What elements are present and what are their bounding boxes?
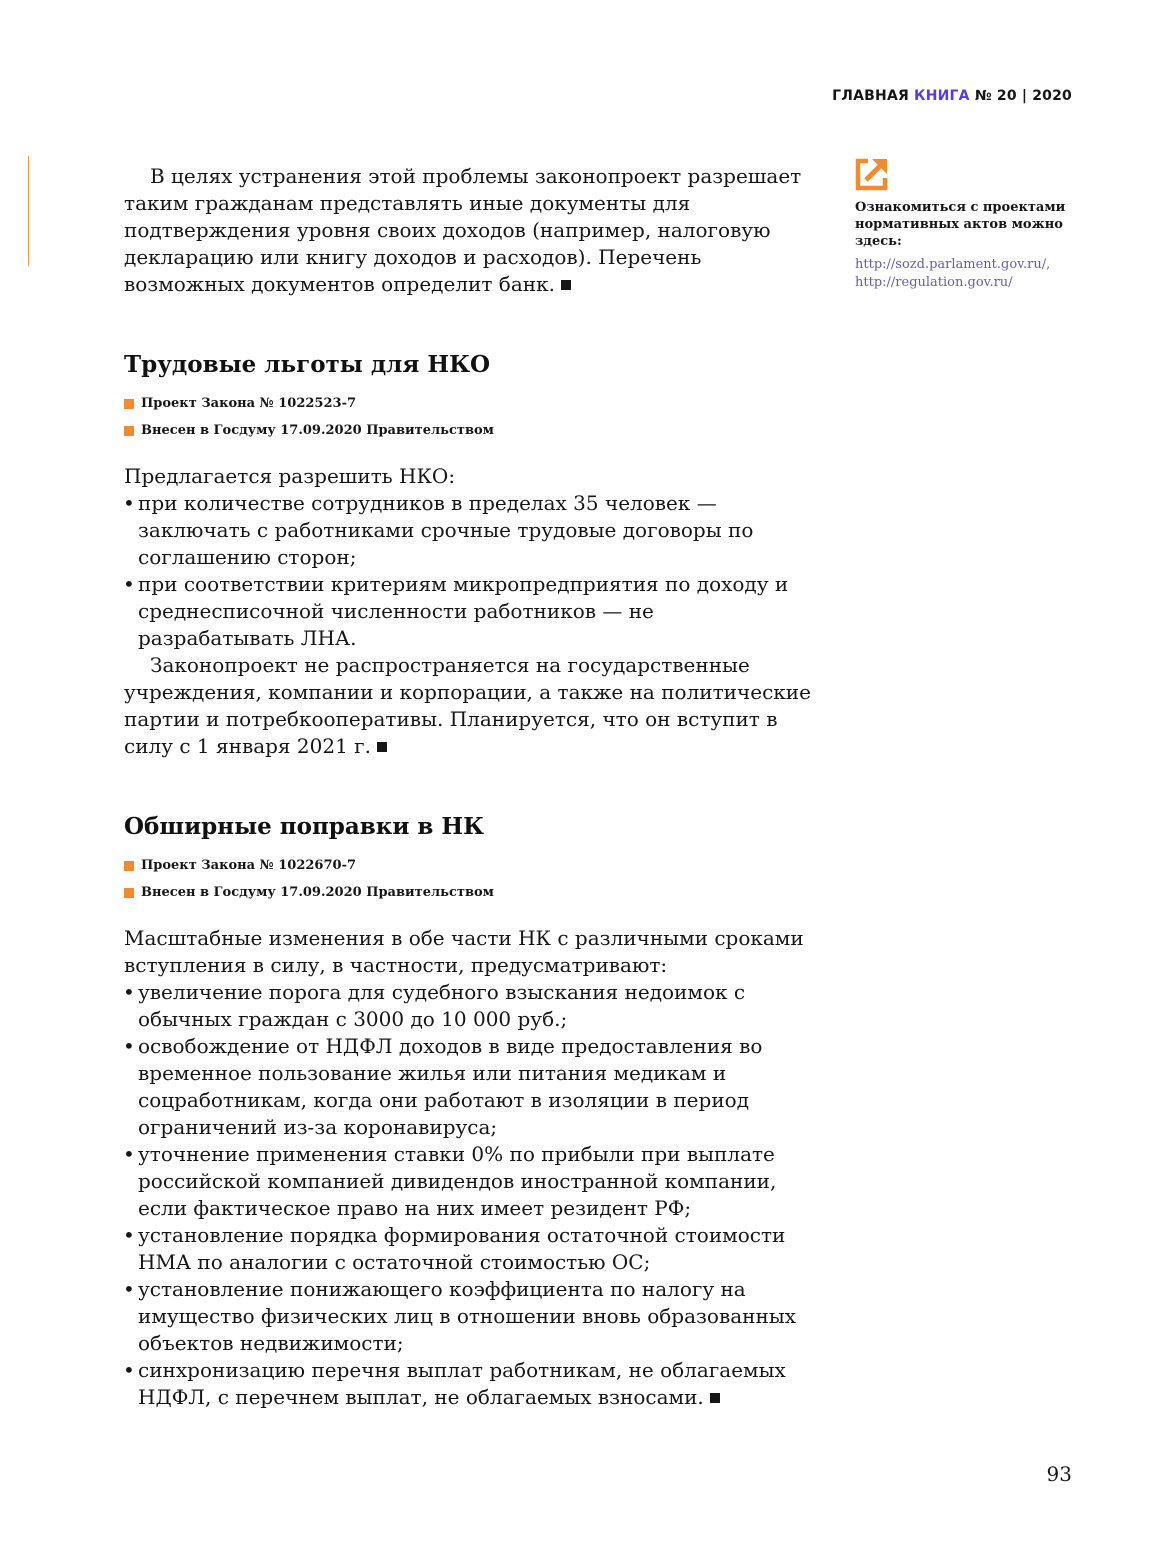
magazine-name-part1: ГЛАВНАЯ [832,88,909,104]
lead-paragraph: Масштабные изменения в обе части НК с различными сроками вступления в силу, в частности, предусматривают: [124,926,804,977]
margin-rule [28,156,29,266]
sidebar-note-text: Ознакомиться с проектами нормативных актов можно здесь: [855,200,1066,249]
list-item: • установление порядка формирования остаточной стоимости НМА по аналогии с остаточной стоимостью ОС; [124,1222,814,1276]
orange-square-icon [124,888,134,898]
article-body [124,163,814,1411]
page-number: 93 [1046,1462,1072,1486]
sidebar-note [855,157,1080,292]
regulation-link[interactable]: http://regulation.gov.ru/ [855,275,1013,290]
external-link-arrow-icon [855,157,889,191]
end-of-article-mark [561,280,571,290]
section-title: Обширные поправки в НК [124,813,485,840]
meta-line: Проект Закона № 1022670-7 [124,856,814,876]
orange-square-icon [124,426,134,436]
end-of-article-mark [377,742,387,752]
meta-line: Проект Закона № 1022523-7 [124,394,814,414]
magazine-masthead [820,88,1072,104]
list-item: • установление понижающего коэффициента по налогу на имущество физических лиц в отношении вновь образованных объектов недвижимости; [124,1276,814,1357]
orange-square-icon [124,861,134,871]
list-item: • освобождение от НДФЛ доходов в виде предоставления во временное пользование жилья или питания медикам и соцработникам, когда они работают в изоляции в период ограничений из-за коронавируса; [124,1033,814,1141]
orange-square-icon [124,399,134,409]
section-title: Трудовые льготы для НКО [124,351,491,378]
intro-paragraph: В целях устранения этой проблемы законопроект разрешает таким гражданам представлять иные документы для подтверждения уровня своих доходов (например, налоговую декларацию или книгу доходов и расходов). Перечень возможных документов определит банк. [124,164,802,296]
meta-line: Внесен в Госдуму 17.09.2020 Правительством [124,421,814,441]
sozd-link[interactable]: http://sozd.parlament.gov.ru/, [855,257,1051,272]
closing-paragraph: Законопроект не распространяется на государственные учреждения, компании и корпорации, а также на политические партии и потребкооперативы. Планируется, что он вступит в силу с 1 января 2021 г. [124,653,811,758]
section-nk [124,812,814,1411]
list-item: • уточнение применения ставки 0% по прибыли при выплате российской компанией дивидендов иностранной компании, если фактическое право на них имеет резидент РФ; [124,1141,814,1222]
section-nko [124,350,814,760]
meta-line: Внесен в Госдуму 17.09.2020 Правительством [124,883,814,903]
lead-paragraph: Предлагается разрешить НКО: [124,464,456,488]
end-of-article-mark [710,1393,720,1403]
list-item: • синхронизацию перечня выплат работникам, не облагаемых НДФЛ, с перечнем выплат, не облагаемых взносами. [124,1357,814,1411]
list-item: • при соответствии критериям микропредприятия по доходу и среднесписочной численности работников — не разрабатывать ЛНА. [124,571,814,652]
issue-number: № 20 | 2020 [974,88,1072,104]
list-item: • при количестве сотрудников в пределах 35 человек — заключать с работниками срочные трудовые договоры по соглашению сторон; [124,490,814,571]
list-item: • увеличение порога для судебного взыскания недоимок с обычных граждан с 3000 до 10 000 руб.; [124,979,814,1033]
magazine-name-part2: КНИГА [914,88,970,104]
